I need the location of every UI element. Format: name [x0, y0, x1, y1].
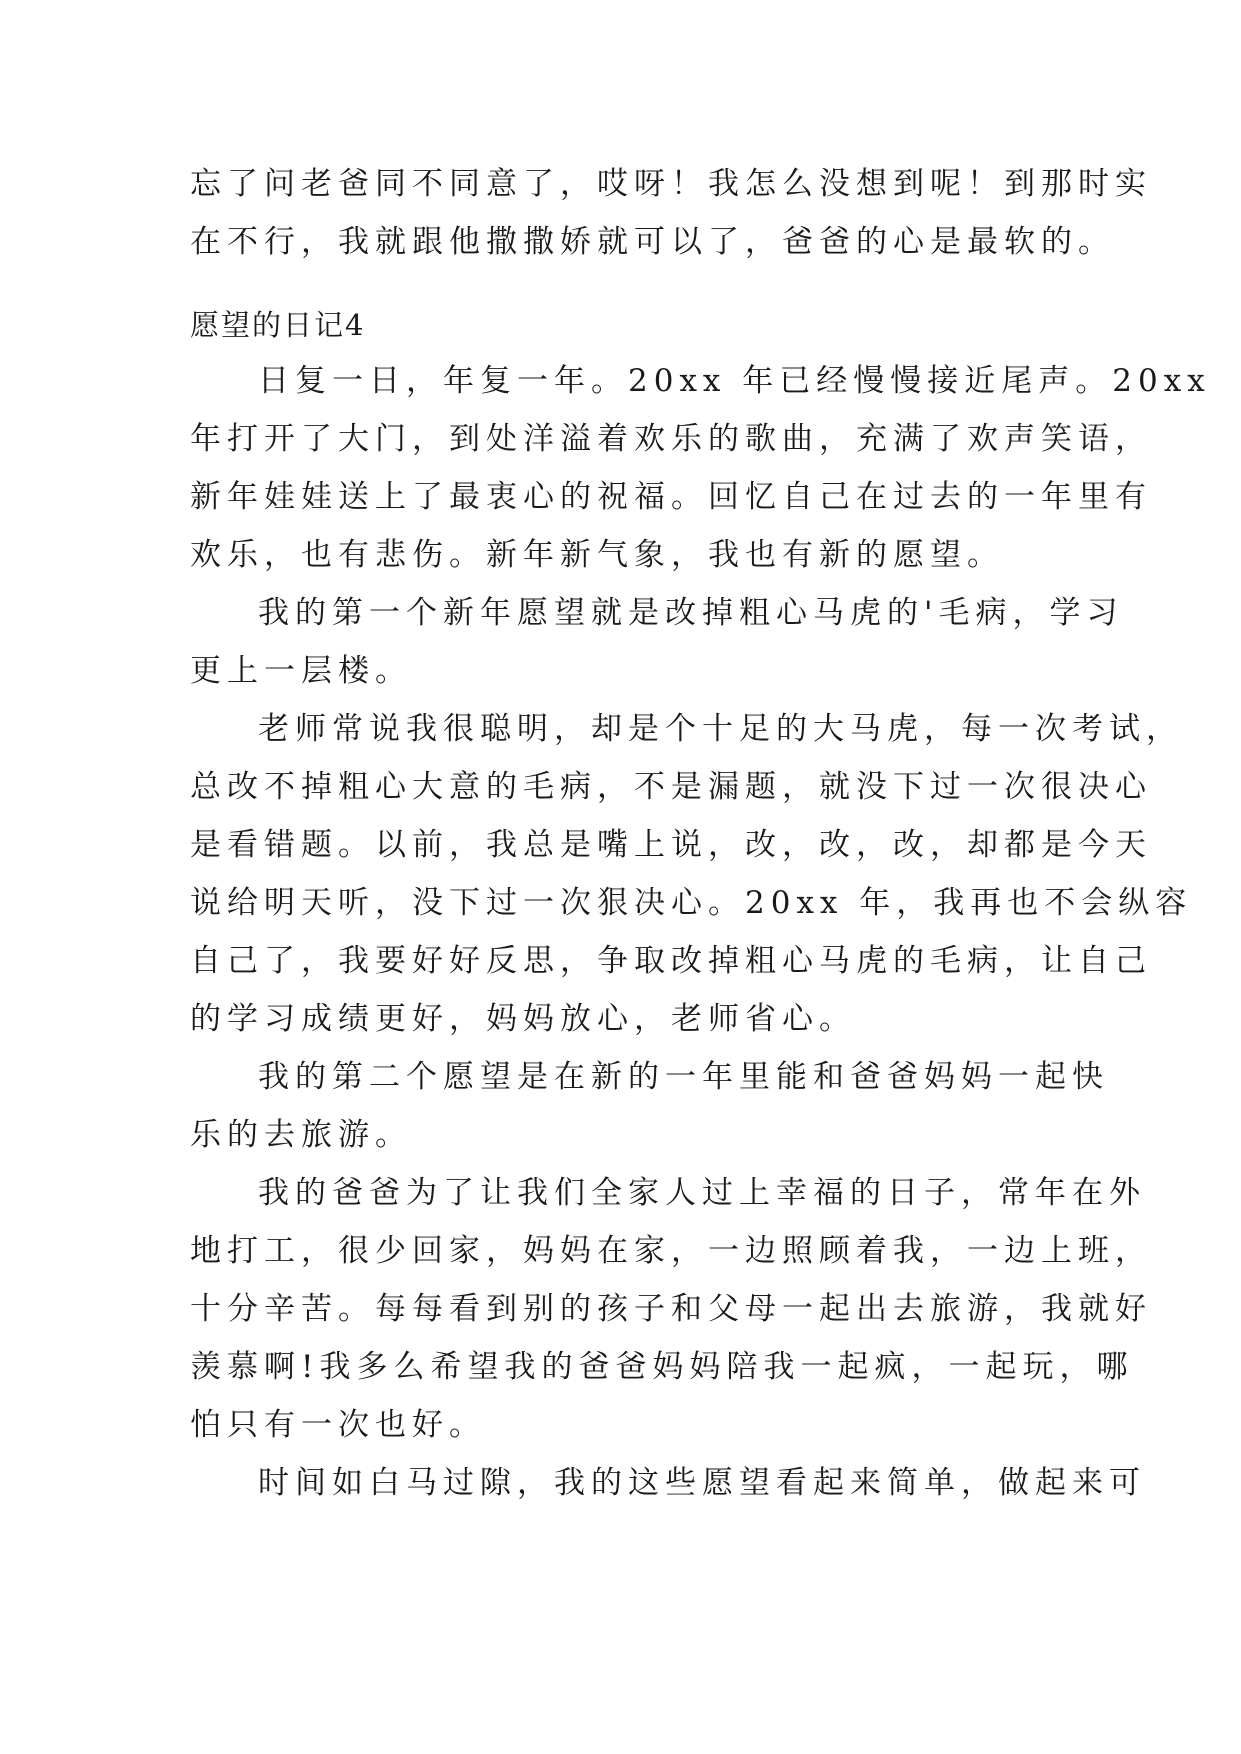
text-line: 新年娃娃送上了最衷心的祝福。回忆自己在过去的一年里有: [190, 479, 1152, 515]
text-line: 年打开了大门，到处洋溢着欢乐的歌曲，充满了欢声笑语，: [190, 421, 1152, 457]
text-line: 我的第一个新年愿望就是改掉粗心马虎的'毛病，学习: [258, 595, 1124, 631]
text-line: 老师常说我很聪明，却是个十足的大马虎，每一次考试，: [258, 711, 1183, 747]
text-line: 是看错题。以前，我总是嘴上说，改，改，改，却都是今天: [190, 827, 1152, 863]
text-line: 更上一层楼。: [190, 653, 412, 689]
section-title: 愿望的日记4: [190, 308, 366, 342]
section-title-block: [190, 305, 1050, 345]
text-line: 忘了问老爸同不同意了，哎呀！我怎么没想到呢！到那时实: [190, 166, 1152, 202]
text-line: 地打工，很少回家，妈妈在家，一边照顾着我，一边上班，: [190, 1233, 1152, 1269]
text-line: 的学习成绩更好，妈妈放心，老师省心。: [190, 1001, 856, 1037]
text-line: 时间如白马过隙，我的这些愿望看起来简单，做起来可: [258, 1465, 1146, 1501]
text-line: 自己了，我要好好反思，争取改掉粗心马虎的毛病，让自己: [190, 943, 1152, 979]
text-line: 乐的去旅游。: [190, 1117, 412, 1153]
text-line: 总改不掉粗心大意的毛病，不是漏题，就没下过一次很决心: [190, 769, 1152, 805]
text-line: 日复一日，年复一年。20xx 年已经慢慢接近尾声。20xx: [258, 363, 1211, 399]
text-line: 说给明天听，没下过一次狠决心。20xx 年，我再也不会纵容: [190, 885, 1193, 921]
text-line: 我的第二个愿望是在新的一年里能和爸爸妈妈一起快: [258, 1059, 1109, 1095]
text-line: 欢乐，也有悲伤。新年新气象，我也有新的愿望。: [190, 537, 1004, 573]
paragraph-3: [190, 700, 1193, 1048]
text-line: 怕只有一次也好。: [190, 1407, 486, 1443]
text-line: 羡慕啊!我多么希望我的爸爸妈妈陪我一起疯，一起玩，哪: [190, 1349, 1134, 1385]
opening-paragraph: [190, 155, 1152, 271]
text-line: 十分辛苦。每每看到别的孩子和父母一起出去旅游，我就好: [190, 1291, 1152, 1327]
paragraph-5: [190, 1164, 1152, 1454]
paragraph-4: [190, 1048, 1109, 1164]
text-line: 在不行，我就跟他撒撒娇就可以了，爸爸的心是最软的。: [190, 224, 1115, 260]
paragraph-1: [190, 352, 1211, 584]
text-line: 我的爸爸为了让我们全家人过上幸福的日子，常年在外: [258, 1175, 1146, 1211]
paragraph-6: [190, 1454, 1146, 1512]
paragraph-2: [190, 584, 1124, 700]
